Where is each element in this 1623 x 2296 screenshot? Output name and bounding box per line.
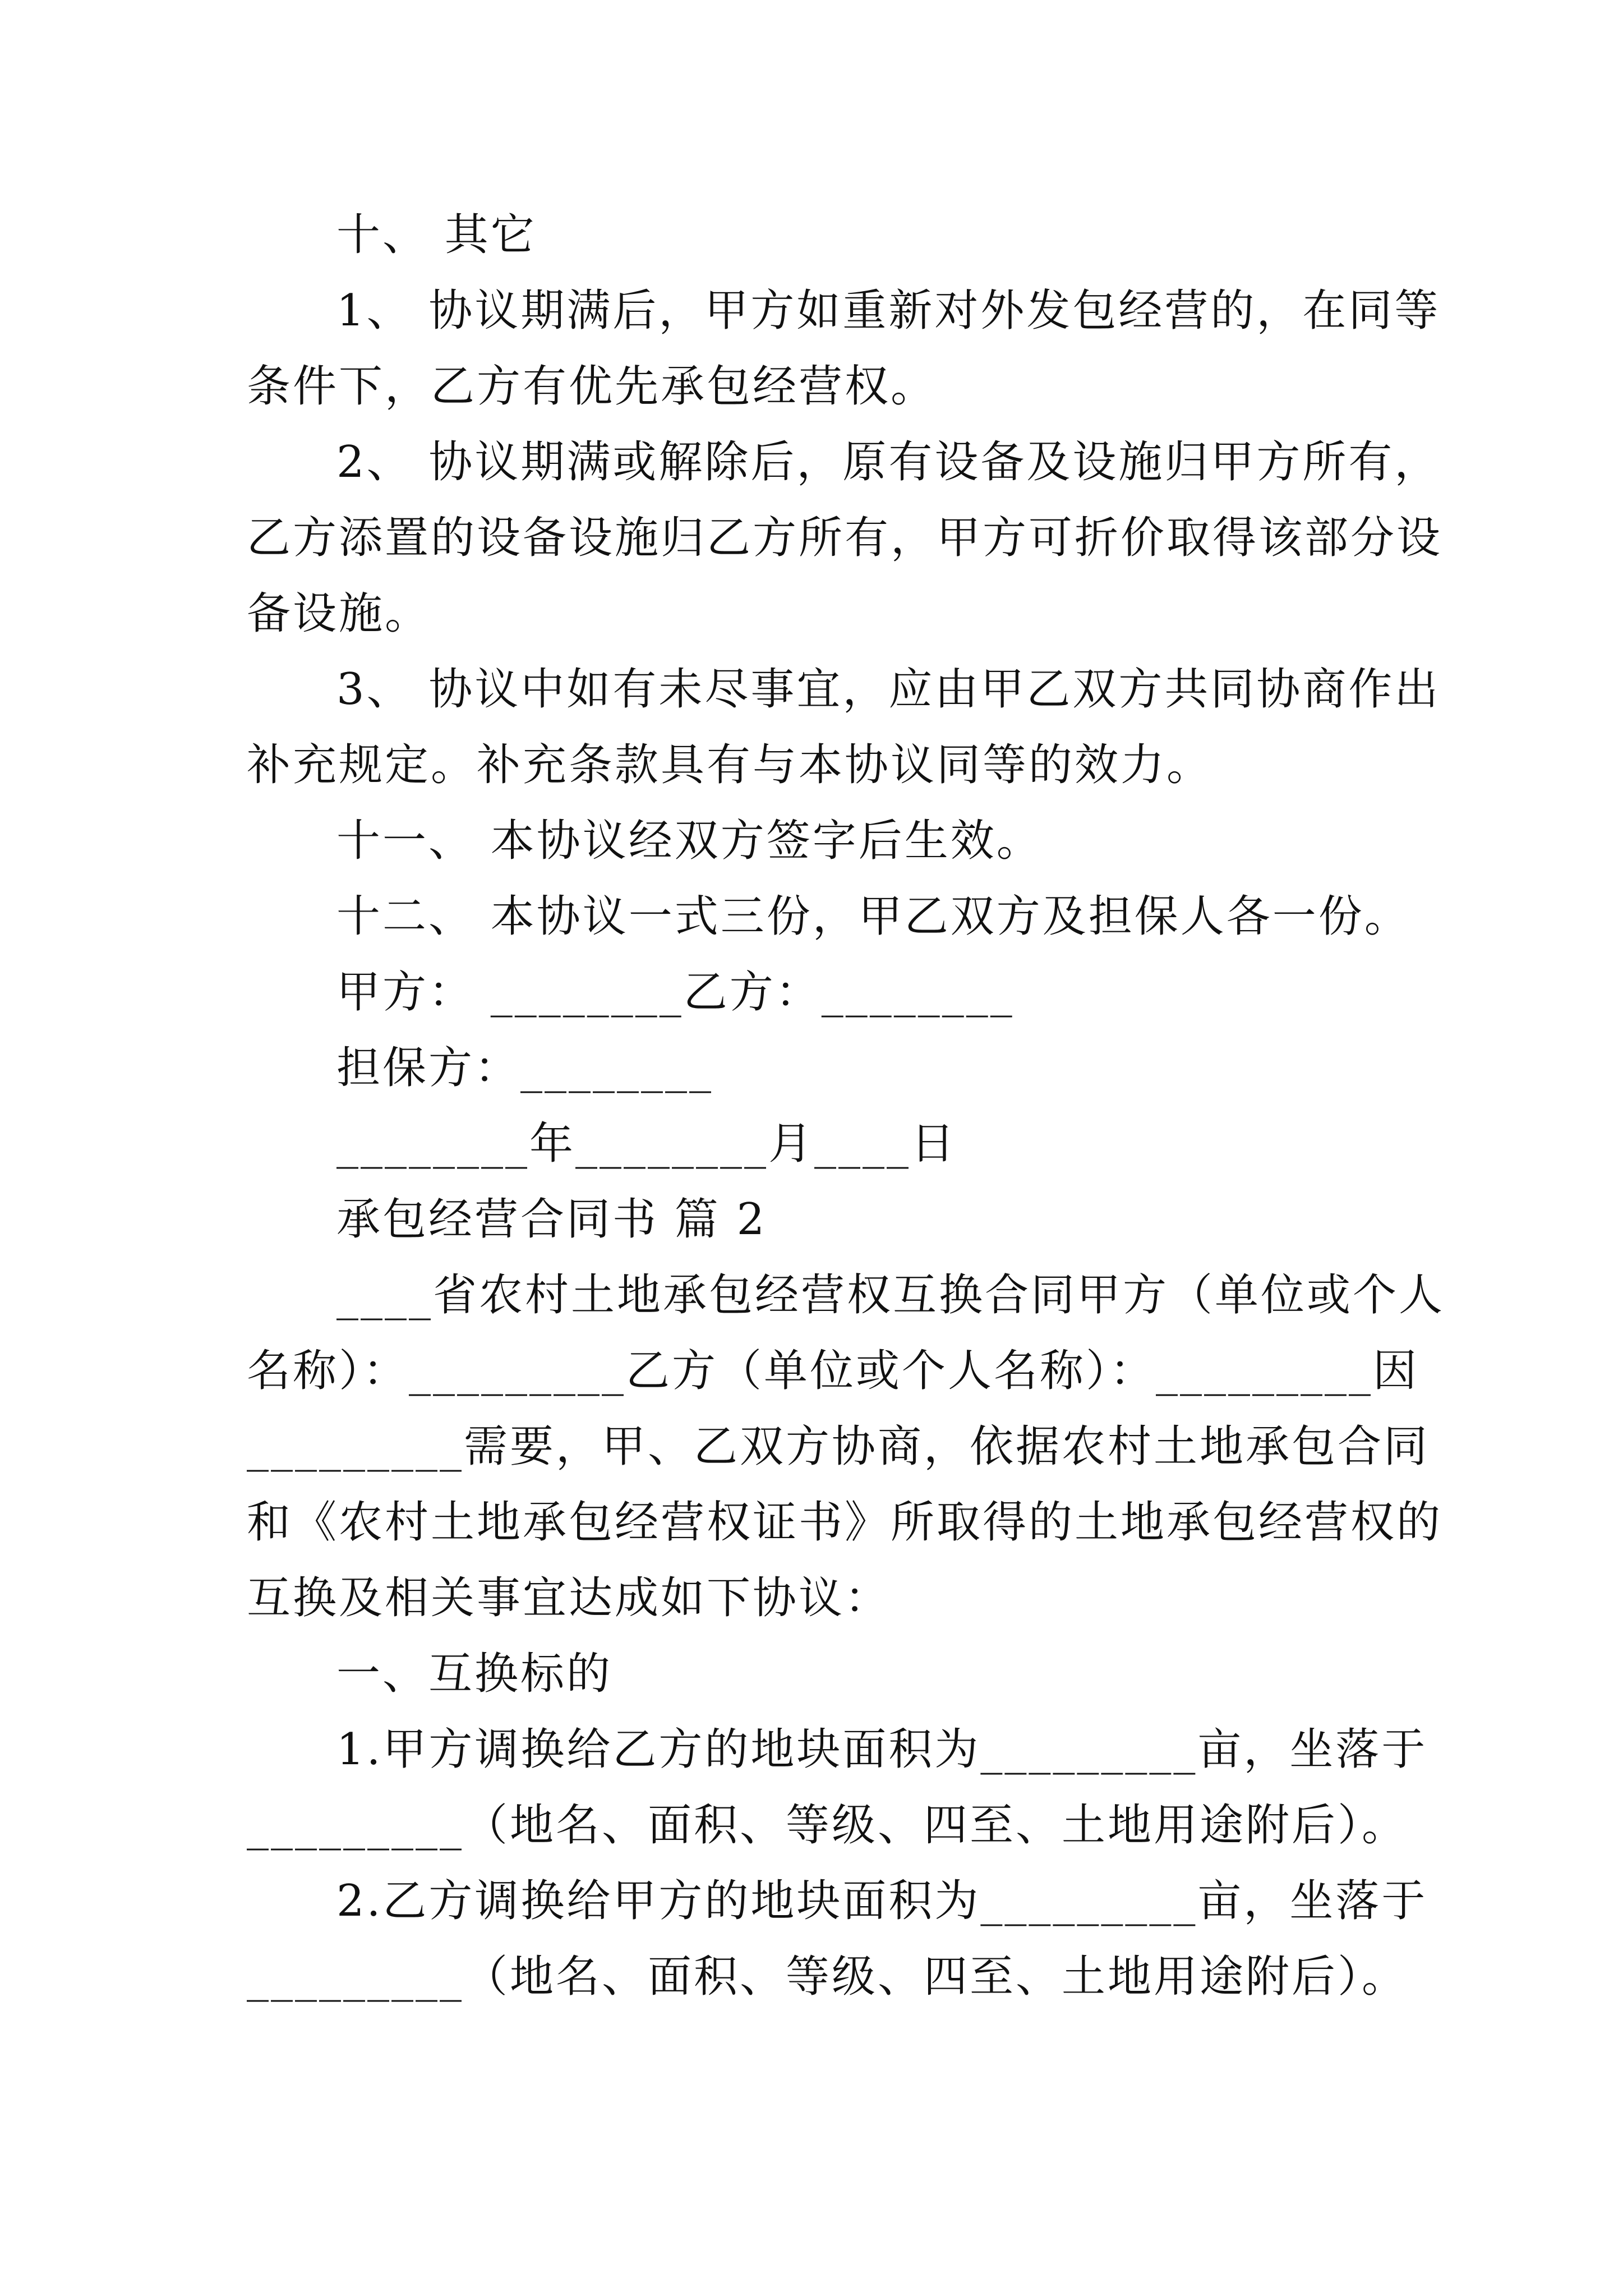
section-11: 十一、 本协议经双方签字后生效。 [336, 816, 1043, 866]
clause-10-1: 1、 协议期满后，甲方如重新对外发包经营的，在同等 [336, 286, 1441, 336]
clause-1-2: 2.乙方调换给甲方的地块面积为_________亩，坐落于 [336, 1876, 1428, 1926]
signature-parties: 甲方： ________乙方：________ [336, 967, 1015, 1018]
clause-1-1: 1.甲方调换给乙方的地块面积为_________亩，坐落于 [336, 1724, 1428, 1775]
contract-intro-cont-4: 互换及相关事宜达成如下协议： [247, 1573, 891, 1623]
signature-guarantor: 担保方：________ [336, 1043, 714, 1093]
clause-1-1-cont: _________（地名、面积、等级、四至、土地用途附后）。 [247, 1800, 1408, 1851]
clause-10-3-cont: 补充规定。补充条款具有与本协议同等的效力。 [247, 740, 1213, 790]
contract-intro-cont-2: _________需要，甲、乙双方协商，依据农村土地承包合同 [247, 1421, 1430, 1472]
clause-10-2: 2、 协议期满或解除后，原有设备及设施归甲方所有， [336, 437, 1441, 487]
contract-title-2: 承包经营合同书 篇 2 [336, 1194, 767, 1245]
section-12: 十二、 本协议一式三份，甲乙双方及担保人各一份。 [336, 891, 1410, 942]
contract-intro-cont-1: 名称）：_________乙方（单位或个人名称）：_________因 [247, 1346, 1419, 1396]
section-heading-1: 一、互换标的 [336, 1649, 613, 1699]
section-heading-10: 十、 其它 [336, 210, 537, 260]
clause-10-1-cont: 条件下，乙方有优先承包经营权。 [247, 361, 937, 412]
signature-date: ________年________月____日 [336, 1119, 957, 1169]
clause-10-3: 3、 协议中如有未尽事宜，应由甲乙双方共同协商作出 [336, 664, 1441, 715]
clause-10-2-cont-2: 备设施。 [247, 588, 431, 639]
contract-intro: ____省农村土地承包经营权互换合同甲方（单位或个人 [336, 1270, 1445, 1320]
clause-10-2-cont: 乙方添置的设备设施归乙方所有，甲方可折价取得该部分设 [247, 513, 1443, 563]
contract-intro-cont-3: 和《农村土地承包经营权证书》所取得的土地承包经营权的 [247, 1497, 1443, 1548]
clause-1-2-cont: _________（地名、面积、等级、四至、土地用途附后）。 [247, 1952, 1408, 2002]
